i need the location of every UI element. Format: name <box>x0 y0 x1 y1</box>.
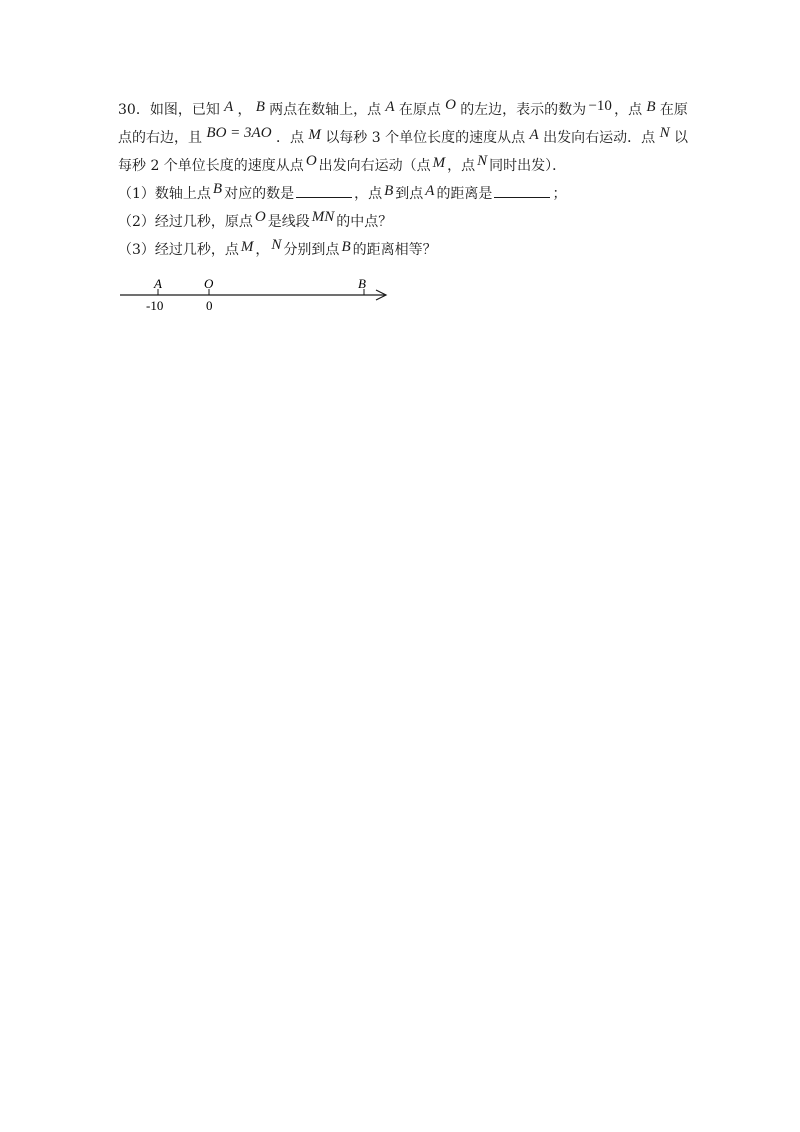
label-point-b: B <box>358 278 366 291</box>
equation-bo-3ao: BO = 3AO <box>206 125 272 141</box>
answer-blank-2[interactable] <box>494 183 550 198</box>
problem-statement-line-2: 点的右边，且 BO = 3AO ．点 M 以每秒 3 个单位长度的速度从点 A 出发向右运动．点 N 以 <box>118 124 688 152</box>
label-point-a: A <box>154 278 162 291</box>
problem-30 <box>118 96 688 264</box>
label-value-o: 0 <box>206 298 213 313</box>
answer-blank-1[interactable] <box>296 183 352 198</box>
problem-statement-line-1: 30．如图，已知 A ， B 两点在数轴上，点 A 在原点 O 的左边，表示的数为 −10 ，点 B 在原 <box>118 96 688 124</box>
value-negative-ten: −10 <box>588 98 612 114</box>
label-point-o: O <box>204 278 214 291</box>
problem-statement-line-3: 每秒 2 个单位长度的速度从点 O 出发向右运动（点 M ，点 N 同时出发）． <box>118 153 567 174</box>
label-value-a: -10 <box>146 298 164 313</box>
question-3: （3）经过几秒，点 M ， N 分别到点 B 的距离相等？ <box>118 237 437 258</box>
number-line-figure <box>118 278 408 322</box>
question-1: （1）数轴上点 B 对应的数是 ，点 B 到点 A 的距离是 ； <box>118 181 567 202</box>
question-2: （2）经过几秒，原点 O 是线段 MN 的中点？ <box>118 209 393 230</box>
